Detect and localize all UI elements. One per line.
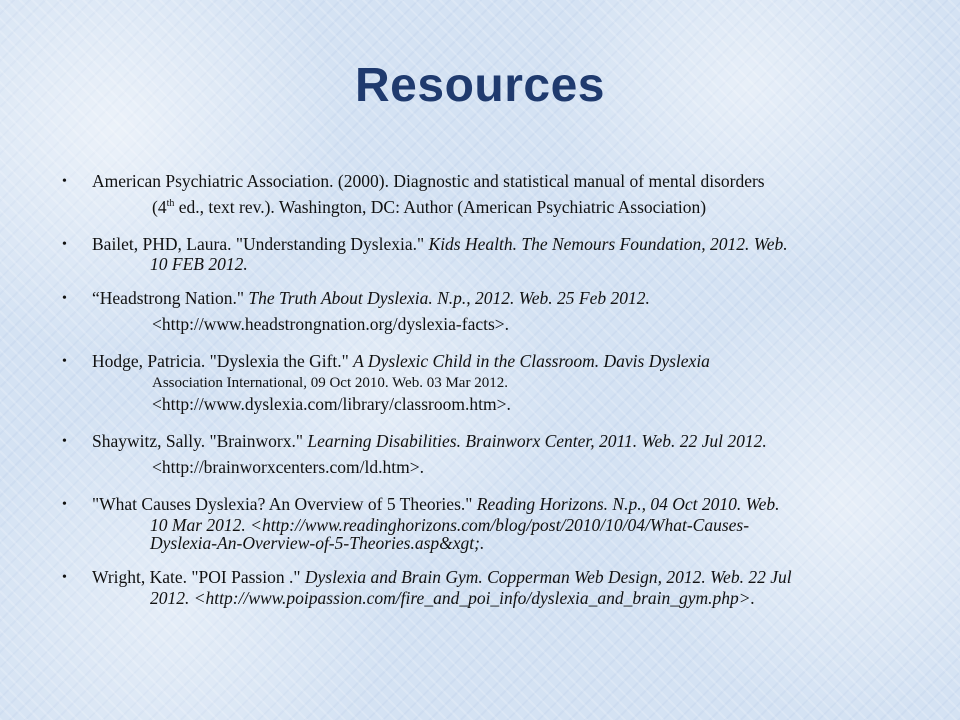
bullet-icon: • (62, 174, 67, 189)
reference-text: (4 (152, 197, 167, 217)
bullet-icon: • (62, 291, 67, 306)
reference-list (62, 170, 902, 607)
reference-line (92, 233, 902, 256)
reference-text: Shaywitz, Sally. "Brainworx." (92, 431, 308, 451)
reference-line (92, 350, 902, 373)
reference-text: “Headstrong Nation." (92, 288, 249, 308)
slide-title: Resources (355, 59, 605, 112)
reference-line (92, 534, 902, 552)
reference-item (62, 170, 902, 219)
reference-item (62, 233, 902, 273)
reference-superscript: th (166, 198, 175, 210)
reference-text: ed., text rev.). Washington, DC: Author (American Psychiatric Association) (174, 197, 707, 217)
reference-line (92, 589, 902, 607)
bullet-icon: • (62, 237, 67, 252)
reference-text: "What Causes Dyslexia? An Overview of 5 Theories." (92, 494, 477, 514)
reference-italic-text: Dyslexia and Brain Gym. Copperman Web Design, 2012. Web. 22 Jul (304, 567, 792, 587)
reference-line (92, 196, 902, 219)
reference-line: <http://www.dyslexia.com/library/classroom.htm>. (152, 394, 511, 414)
reference-item (62, 493, 902, 552)
reference-italic-text: 10 FEB 2012. (150, 254, 248, 274)
reference-line: Association International, 09 Oct 2010. Web. 03 Mar 2012. (152, 375, 508, 391)
reference-line (92, 287, 902, 310)
reference-item (62, 566, 902, 607)
bullet-icon: • (62, 354, 67, 369)
reference-item (62, 430, 902, 479)
reference-item (62, 287, 902, 336)
reference-line (92, 516, 902, 534)
reference-italic-text: 10 Mar 2012. <http://www.readinghorizons.com/blog/post/2010/10/04/What-Causes- (150, 515, 750, 535)
reference-line: <http://www.headstrongnation.org/dyslexia-facts>. (152, 314, 510, 334)
reference-italic-text: Learning Disabilities. Brainworx Center, 2011. Web. 22 Jul 2012. (307, 431, 767, 451)
reference-line (92, 430, 902, 453)
reference-text: Hodge, Patricia. "Dyslexia the Gift." (92, 351, 354, 371)
reference-italic-text: Reading Horizons. N.p., 04 Oct 2010. Web. (476, 494, 780, 514)
reference-italic-text: 2012. <http://www.poipassion.com/fire_and_poi_info/dyslexia_and_brain_gym.php>. (150, 588, 755, 608)
bullet-icon: • (62, 434, 67, 449)
reference-line (92, 256, 902, 273)
reference-line (92, 493, 902, 516)
reference-item (62, 350, 902, 416)
reference-italic-text: Dyslexia-An-Overview-of-5-Theories.asp&xgt;. (150, 533, 485, 553)
reference-line (92, 566, 902, 589)
bullet-icon: • (62, 570, 67, 585)
reference-text: Bailet, PHD, Laura. "Understanding Dyslexia." (92, 234, 429, 254)
reference-text: Wright, Kate. "POI Passion ." (92, 567, 305, 587)
reference-italic-text: A Dyslexic Child in the Classroom. Davis Dyslexia (353, 351, 710, 371)
reference-italic-text: Kids Health. The Nemours Foundation, 2012. Web. (428, 234, 788, 254)
reference-line: <http://brainworxcenters.com/ld.htm>. (152, 457, 424, 477)
reference-italic-text: The Truth About Dyslexia. N.p., 2012. Web. 25 Feb 2012. (248, 288, 650, 308)
reference-line: American Psychiatric Association. (2000). Diagnostic and statistical manual of mental disorders (92, 171, 765, 191)
bullet-icon: • (62, 497, 67, 512)
